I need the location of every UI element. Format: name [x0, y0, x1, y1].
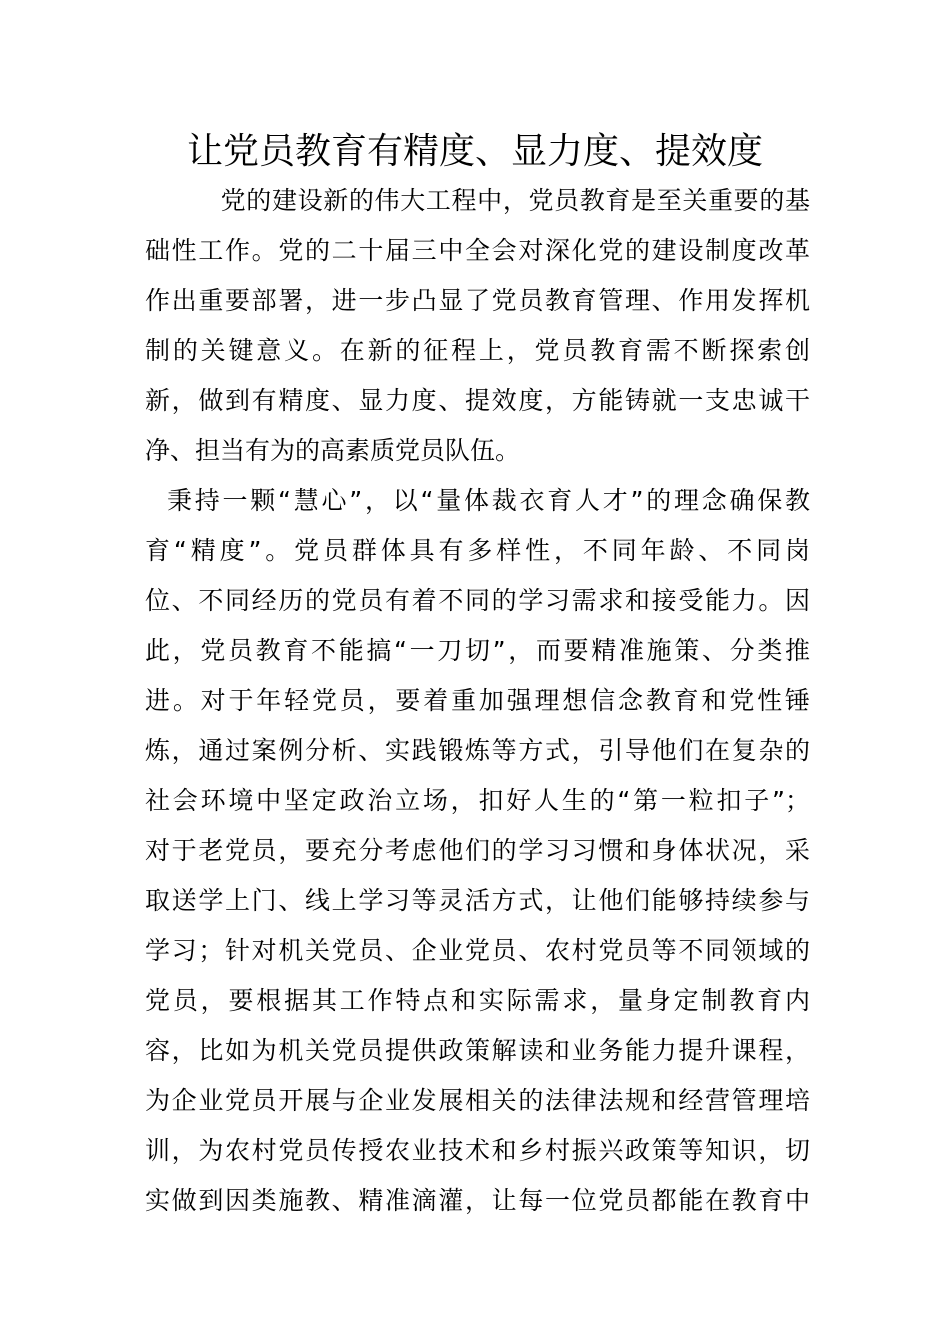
text-line: 社会环境中坚定政治立场，扣好人生的“第一粒扣子”；	[145, 786, 810, 815]
text-line: 位、不同经历的党员有着不同的学习需求和接受能力。因	[145, 586, 810, 615]
text-line: 制的关键意义。在新的征程上，党员教育需不断探索创	[145, 336, 810, 365]
text-line: 作出重要部署，进一步凸显了党员教育管理、作用发挥机	[145, 286, 810, 315]
text-line: 训，为农村党员传授农业技术和乡村振兴政策等知识，切	[145, 1136, 810, 1165]
text-line: 党的建设新的伟大工程中，党员教育是至关重要的基	[195, 186, 810, 215]
text-line: 容，比如为机关党员提供政策解读和业务能力提升课程，	[145, 1036, 810, 1065]
text-line: 础性工作。党的二十届三中全会对深化党的建设制度改革	[145, 236, 810, 265]
text-line: 对于老党员，要充分考虑他们的学习习惯和身体状况，采	[145, 836, 810, 865]
text-line: 实做到因类施教、精准滴灌，让每一位党员都能在教育中	[145, 1186, 810, 1215]
text-line: 进。对于年轻党员，要着重加强理想信念教育和党性锤	[145, 686, 810, 715]
text-line: 党员，要根据其工作特点和实际需求，量身定制教育内	[145, 986, 810, 1015]
text-line: 育“精度”。党员群体具有多样性，不同年龄、不同岗	[145, 536, 810, 565]
text-line: 净、担当有为的高素质党员队伍。	[145, 436, 521, 465]
text-line: 此，党员教育不能搞“一刀切”，而要精准施策、分类推	[145, 636, 810, 665]
text-line: 炼，通过案例分析、实践锻炼等方式，引导他们在复杂的	[145, 736, 810, 765]
document-title: 让党员教育有精度、显力度、提效度	[186, 131, 763, 172]
text-line: 取送学上门、线上学习等灵活方式，让他们能够持续参与	[145, 886, 810, 915]
text-line: 秉持一颗“慧心”，以“量体裁衣育人才”的理念确保教	[167, 486, 810, 515]
text-line: 新，做到有精度、显力度、提效度，方能铸就一支忠诚干	[145, 386, 810, 415]
text-line: 学习；针对机关党员、企业党员、农村党员等不同领域的	[145, 936, 810, 965]
text-line: 为企业党员开展与企业发展相关的法律法规和经营管理培	[145, 1086, 810, 1115]
paragraph-intro	[145, 176, 810, 476]
paragraph-precision	[145, 476, 810, 1226]
